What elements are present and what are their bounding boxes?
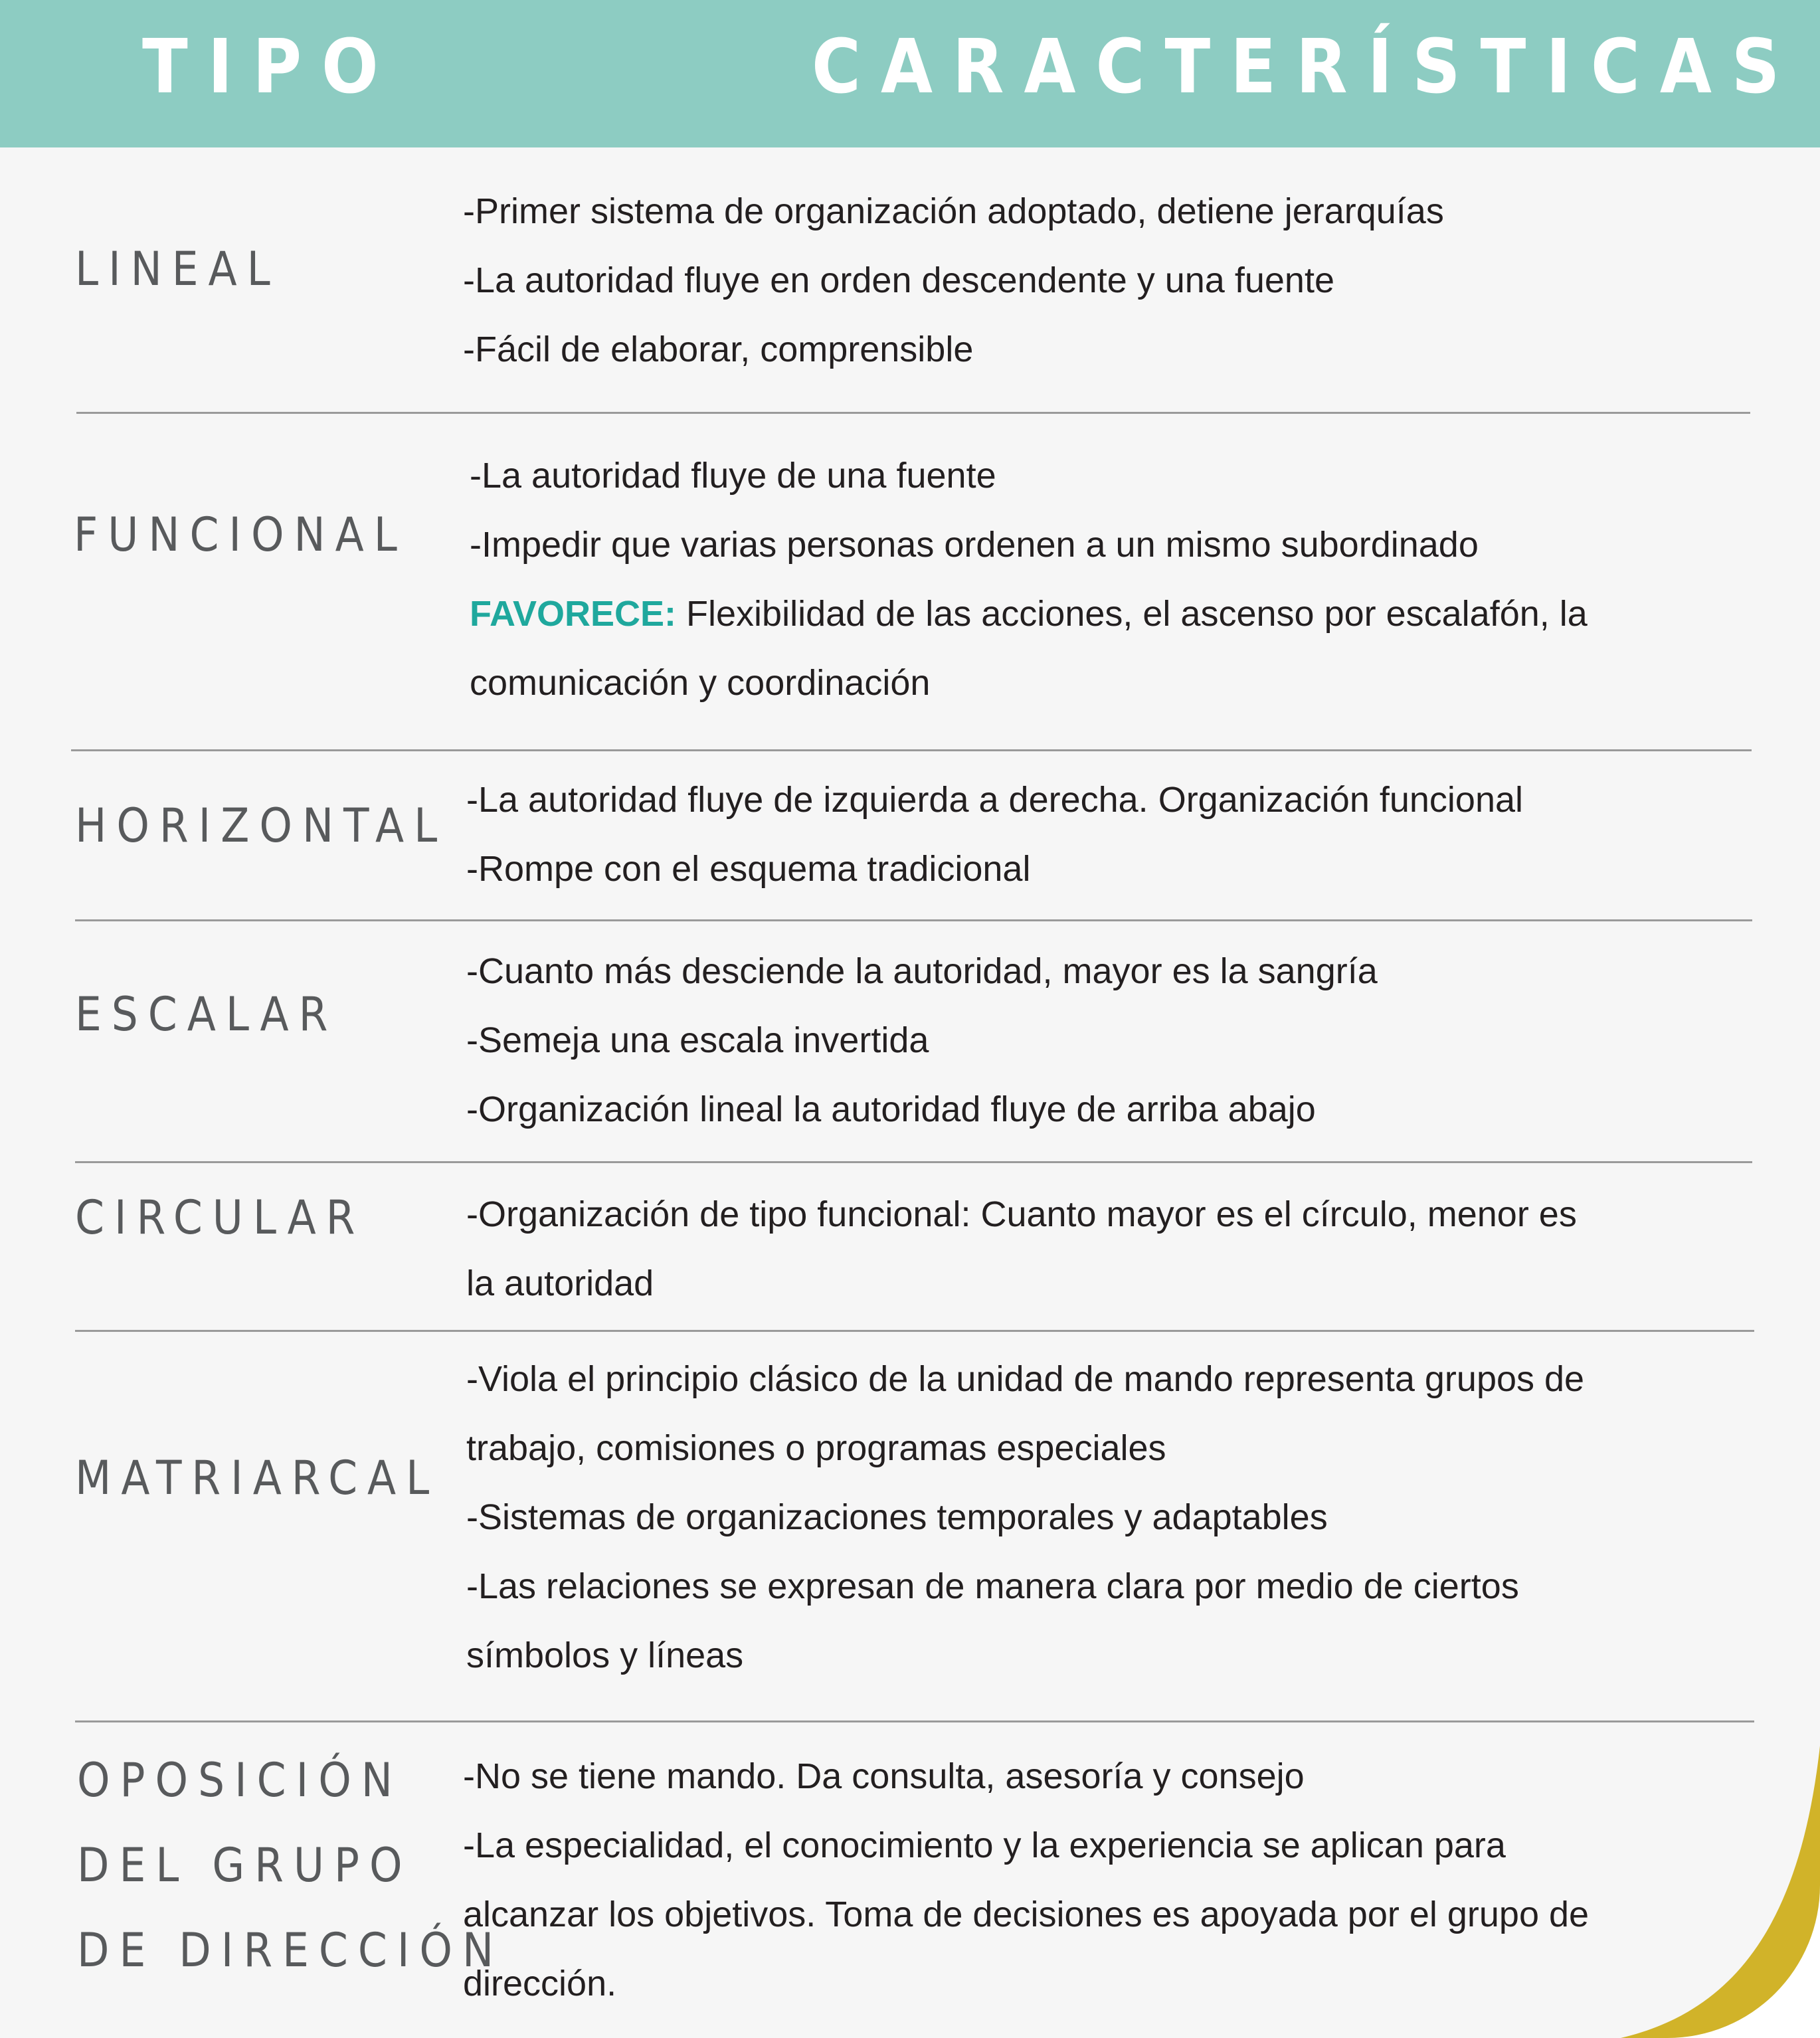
row-matriarcal-desc [466, 1344, 1788, 1690]
row-lineal-type: LINEAL [75, 242, 280, 296]
desc-line: la autoridad [466, 1263, 654, 1303]
desc-line: -Viola el principio clásico de la unidad de mando representa grupos de [466, 1359, 1585, 1399]
desc-line-favorece [470, 579, 1791, 648]
type-line: DE DIRECCIÓN [77, 1923, 504, 1978]
row-divider [75, 1161, 1752, 1163]
desc-line: -La autoridad fluye de una fuente [470, 456, 996, 496]
header-caracteristicas: CARACTERÍSTICAS [812, 24, 1800, 110]
desc-line: -Cuanto más desciende la autoridad, mayor es la sangría [466, 951, 1378, 991]
row-oposicion-desc [463, 1742, 1785, 2018]
desc-line: trabajo, comisiones o programas especiales [466, 1428, 1166, 1468]
row-escalar-type: ESCALAR [75, 987, 338, 1042]
row-funcional-type: FUNCIONAL [74, 508, 407, 562]
row-horizontal-type: HORIZONTAL [75, 798, 448, 853]
row-oposicion-type [77, 1738, 503, 1993]
desc-line: -Impedir que varias personas ordenen a un mismo subordinado [470, 525, 1479, 565]
row-horizontal-desc [466, 765, 1788, 903]
desc-line: alcanzar los objetivos. Toma de decisiones es apoyada por el grupo de [463, 1895, 1590, 1934]
table-header [0, 0, 1820, 147]
row-divider [75, 1330, 1754, 1332]
desc-line: -Las relaciones se expresan de manera clara por medio de ciertos [466, 1566, 1519, 1606]
desc-line: -Semeja una escala invertida [466, 1020, 929, 1060]
desc-line: -La autoridad fluye en orden descendente y una fuente [463, 260, 1334, 300]
row-funcional-desc [470, 441, 1791, 717]
desc-line: -Fácil de elaborar, comprensible [463, 329, 974, 369]
desc-line: -La autoridad fluye de izquierda a derecha. Organización funcional [466, 780, 1524, 820]
decorative-corner-shape [1621, 1746, 1820, 2038]
row-divider [71, 749, 1752, 751]
row-matriarcal-type: MATRIARCAL [75, 1451, 440, 1505]
desc-line: -Rompe con el esquema tradicional [466, 849, 1031, 889]
favorece-label: FAVORECE: [470, 594, 677, 634]
favorece-text: Flexibilidad de las acciones, el ascenso por escalafón, la [676, 594, 1588, 634]
type-line: OPOSICIÓN [77, 1753, 403, 1807]
desc-line: -Primer sistema de organización adoptado, detiene jerarquías [463, 191, 1444, 231]
row-divider [75, 919, 1752, 921]
desc-line: -No se tiene mando. Da consulta, asesoría y consejo [463, 1756, 1305, 1796]
row-circular-desc [466, 1180, 1788, 1318]
row-circular-type: CIRCULAR [75, 1190, 365, 1245]
desc-line: -Sistemas de organizaciones temporales y adaptables [466, 1497, 1328, 1537]
row-divider [76, 412, 1750, 414]
desc-line: -Organización lineal la autoridad fluye de arriba abajo [466, 1089, 1316, 1129]
row-divider [75, 1720, 1754, 1722]
desc-line: símbolos y líneas [466, 1635, 744, 1675]
header-tipo: TIPO [142, 24, 399, 110]
row-lineal-desc [463, 177, 1785, 384]
desc-line: dirección. [463, 1964, 617, 2003]
type-line: DEL GRUPO [77, 1838, 412, 1893]
desc-line: -La especialidad, el conocimiento y la experiencia se aplican para [463, 1825, 1506, 1865]
desc-line: -Organización de tipo funcional: Cuanto mayor es el círculo, menor es [466, 1194, 1577, 1234]
row-escalar-desc [466, 937, 1788, 1144]
desc-line: comunicación y coordinación [470, 663, 931, 703]
